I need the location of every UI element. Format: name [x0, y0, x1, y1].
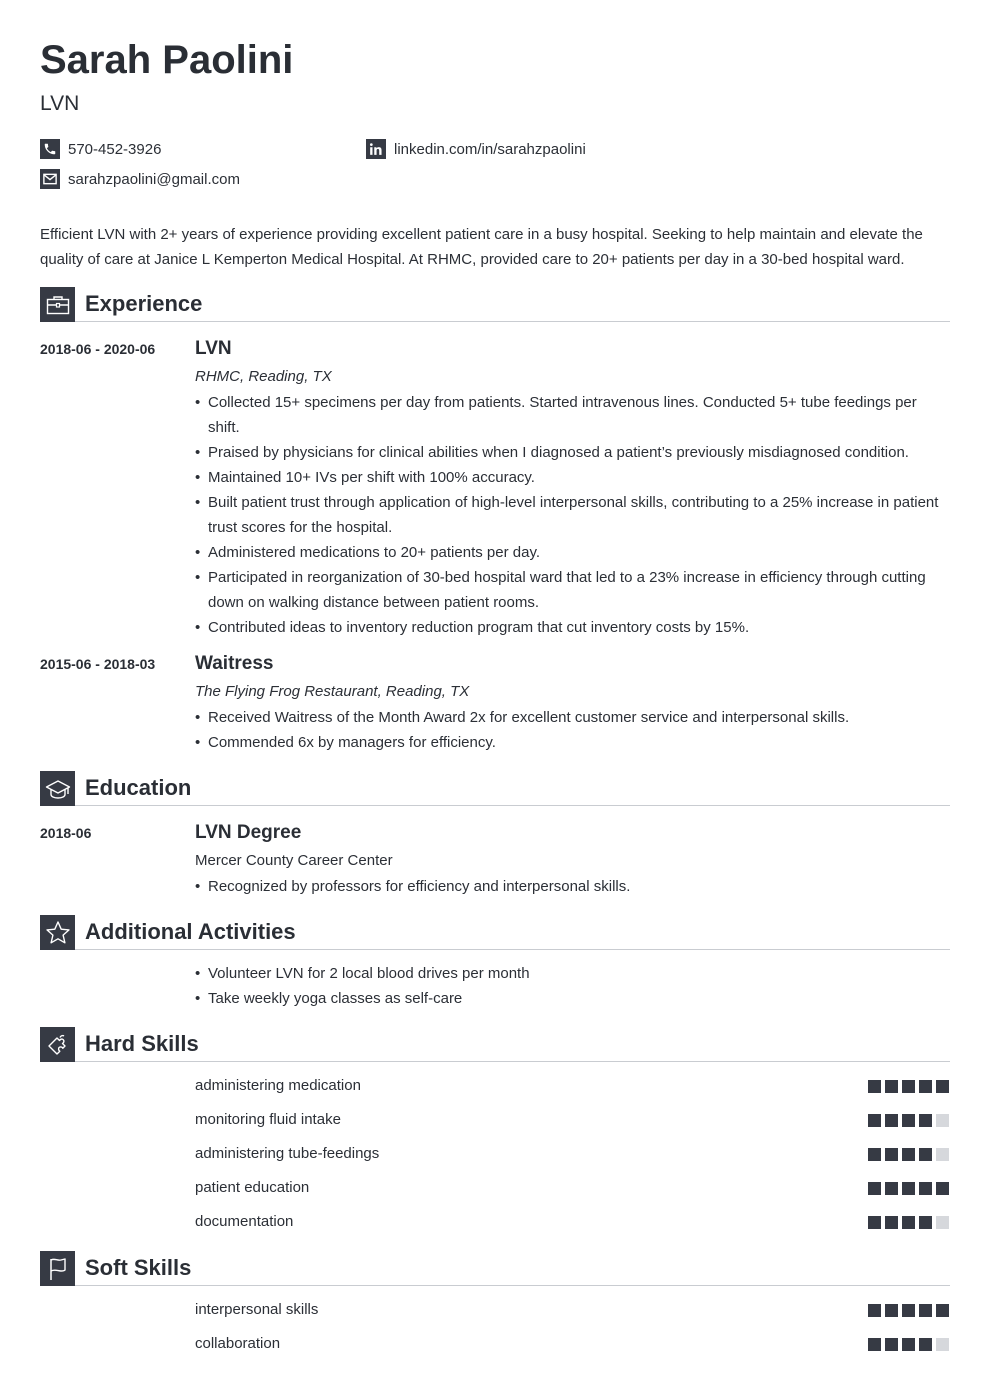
- rating-square-filled: [919, 1182, 932, 1195]
- puzzle-piece-icon: [40, 1027, 75, 1062]
- education-bullets: [195, 874, 945, 899]
- profile-summary: Efficient LVN with 2+ years of experience providing excellent patient care in a busy hospital. Seeking to help maintain and elevate the quality of care at Janice L Kemperton Medical Hospital. At RHMC, provided care to 20+ patients per day in a 30-bed hospital ward.: [40, 226, 923, 268]
- rating-square-filled: [902, 1304, 915, 1317]
- flag-icon: [40, 1251, 75, 1286]
- skill-name: patient education: [195, 1179, 310, 1196]
- rating-square-filled: [885, 1216, 898, 1229]
- skill-rating: [864, 1182, 949, 1195]
- rating-square-filled: [919, 1216, 932, 1229]
- rating-square-filled: [868, 1338, 881, 1351]
- skill-row: [195, 1212, 950, 1232]
- rating-square-filled: [902, 1216, 915, 1229]
- rating-square-filled: [902, 1114, 915, 1127]
- rating-square-filled: [902, 1338, 915, 1351]
- activities-section-header: [40, 915, 950, 951]
- rating-square-empty: [936, 1216, 949, 1229]
- experience-title: Experience: [85, 291, 203, 316]
- activities-title: Additional Activities: [85, 919, 296, 944]
- star-icon: [40, 915, 75, 950]
- job-employer: The Flying Frog Restaurant, Reading, TX: [195, 683, 470, 700]
- hard-skills-section-header: [40, 1027, 950, 1063]
- skill-rating: [864, 1338, 949, 1351]
- skill-name: administering tube-feedings: [195, 1145, 380, 1162]
- skill-name: documentation: [195, 1213, 294, 1230]
- job-bullets: [195, 705, 945, 755]
- rating-square-filled: [885, 1304, 898, 1317]
- rating-square-filled: [885, 1148, 898, 1161]
- rating-square-filled: [885, 1182, 898, 1195]
- rating-square-filled: [885, 1080, 898, 1093]
- rating-square-filled: [919, 1148, 932, 1161]
- job-title: Waitress: [195, 653, 274, 674]
- rating-square-filled: [868, 1182, 881, 1195]
- linkedin-icon: [366, 139, 386, 159]
- rating-square-filled: [868, 1216, 881, 1229]
- candidate-role: LVN: [40, 92, 80, 115]
- rating-square-empty: [936, 1114, 949, 1127]
- job-employer: RHMC, Reading, TX: [195, 368, 332, 385]
- rating-square-filled: [919, 1338, 932, 1351]
- rating-square-filled: [919, 1080, 932, 1093]
- section-divider: [75, 1285, 950, 1286]
- activities-list: [195, 961, 945, 1011]
- bullet-item: • Maintained 10+ IVs per shift with 100% accuracy.: [195, 465, 945, 490]
- bullet-item: • Administered medications to 20+ patients per day.: [195, 540, 945, 565]
- bullet-item: • Collected 15+ specimens per day from patients. Started intravenous lines. Conducted 5+ tube feedings per shift.: [195, 390, 945, 440]
- bullet-item: • Contributed ideas to inventory reduction program that cut inventory costs by 15%.: [195, 615, 945, 640]
- section-divider: [75, 321, 950, 322]
- section-divider: [75, 1061, 950, 1062]
- section-divider: [75, 949, 950, 950]
- skill-name: administering medication: [195, 1077, 361, 1094]
- section-divider: [75, 805, 950, 806]
- contact-linkedin[interactable]: [366, 139, 586, 159]
- job-title: LVN: [195, 338, 232, 359]
- rating-square-filled: [868, 1080, 881, 1093]
- bullet-item: • Built patient trust through application of high-level interpersonal skills, contributing to a 25% increase in patient trust scores for the hospital.: [195, 490, 945, 540]
- rating-square-filled: [936, 1080, 949, 1093]
- bullet-item: • Volunteer LVN for 2 local blood drives per month: [195, 961, 945, 986]
- skill-row: [195, 1076, 950, 1096]
- education-date: 2018-06: [40, 825, 92, 841]
- skill-row: [195, 1110, 950, 1130]
- soft-skills-section-header: [40, 1251, 950, 1287]
- skill-rating: [864, 1114, 949, 1127]
- skill-name: collaboration: [195, 1335, 281, 1352]
- skill-row: [195, 1178, 950, 1198]
- skill-rating: [864, 1304, 949, 1317]
- rating-square-empty: [936, 1338, 949, 1351]
- rating-square-filled: [919, 1114, 932, 1127]
- bullet-item: • Commended 6x by managers for efficiency.: [195, 730, 945, 755]
- rating-square-filled: [868, 1114, 881, 1127]
- experience-section-header: [40, 287, 950, 323]
- envelope-icon: [40, 169, 60, 189]
- rating-square-filled: [936, 1304, 949, 1317]
- skill-row: [195, 1300, 950, 1320]
- rating-square-filled: [868, 1304, 881, 1317]
- rating-square-empty: [936, 1148, 949, 1161]
- degree-title: LVN Degree: [195, 822, 302, 843]
- bullet-item: • Praised by physicians for clinical abilities when I diagnosed a patient’s previously misdiagnosed condition.: [195, 440, 945, 465]
- soft-skills-title: Soft Skills: [85, 1255, 192, 1280]
- skill-rating: [864, 1216, 949, 1229]
- phone-icon: [40, 139, 60, 159]
- rating-square-filled: [936, 1182, 949, 1195]
- skill-row: [195, 1334, 950, 1354]
- rating-square-filled: [902, 1080, 915, 1093]
- rating-square-filled: [868, 1148, 881, 1161]
- skill-name: interpersonal skills: [195, 1301, 319, 1318]
- graduation-cap-icon: [40, 771, 75, 806]
- bullet-item: • Take weekly yoga classes as self-care: [195, 986, 945, 1011]
- briefcase-icon: [40, 287, 75, 322]
- linkedin-text: linkedin.com/in/sarahzpaolini: [394, 140, 586, 158]
- contact-phone[interactable]: [40, 139, 161, 159]
- rating-square-filled: [902, 1182, 915, 1195]
- bullet-item: • Received Waitress of the Month Award 2x for excellent customer service and interpersonal skills.: [195, 705, 945, 730]
- candidate-name: Sarah Paolini: [40, 38, 294, 82]
- email-text: sarahzpaolini@gmail.com: [68, 170, 240, 188]
- rating-square-filled: [919, 1304, 932, 1317]
- skill-row: [195, 1144, 950, 1164]
- job-dates: 2018-06 - 2020-06: [40, 341, 156, 357]
- rating-square-filled: [902, 1148, 915, 1161]
- job-bullets: [195, 390, 945, 640]
- school-name: Mercer County Career Center: [195, 852, 393, 869]
- job-dates: 2015-06 - 2018-03: [40, 656, 156, 672]
- bullet-item: • Recognized by professors for efficiency and interpersonal skills.: [195, 874, 945, 899]
- rating-square-filled: [885, 1338, 898, 1351]
- skill-rating: [864, 1148, 949, 1161]
- education-title: Education: [85, 775, 192, 800]
- education-section-header: [40, 771, 950, 807]
- rating-square-filled: [885, 1114, 898, 1127]
- skill-name: monitoring fluid intake: [195, 1111, 341, 1128]
- hard-skills-title: Hard Skills: [85, 1031, 199, 1056]
- contact-email[interactable]: [40, 169, 240, 189]
- skill-rating: [864, 1080, 949, 1093]
- bullet-item: • Participated in reorganization of 30-bed hospital ward that led to a 23% increase in efficiency through cutting down on walking distance between patient rooms.: [195, 565, 945, 615]
- phone-text: 570-452-3926: [68, 140, 162, 158]
